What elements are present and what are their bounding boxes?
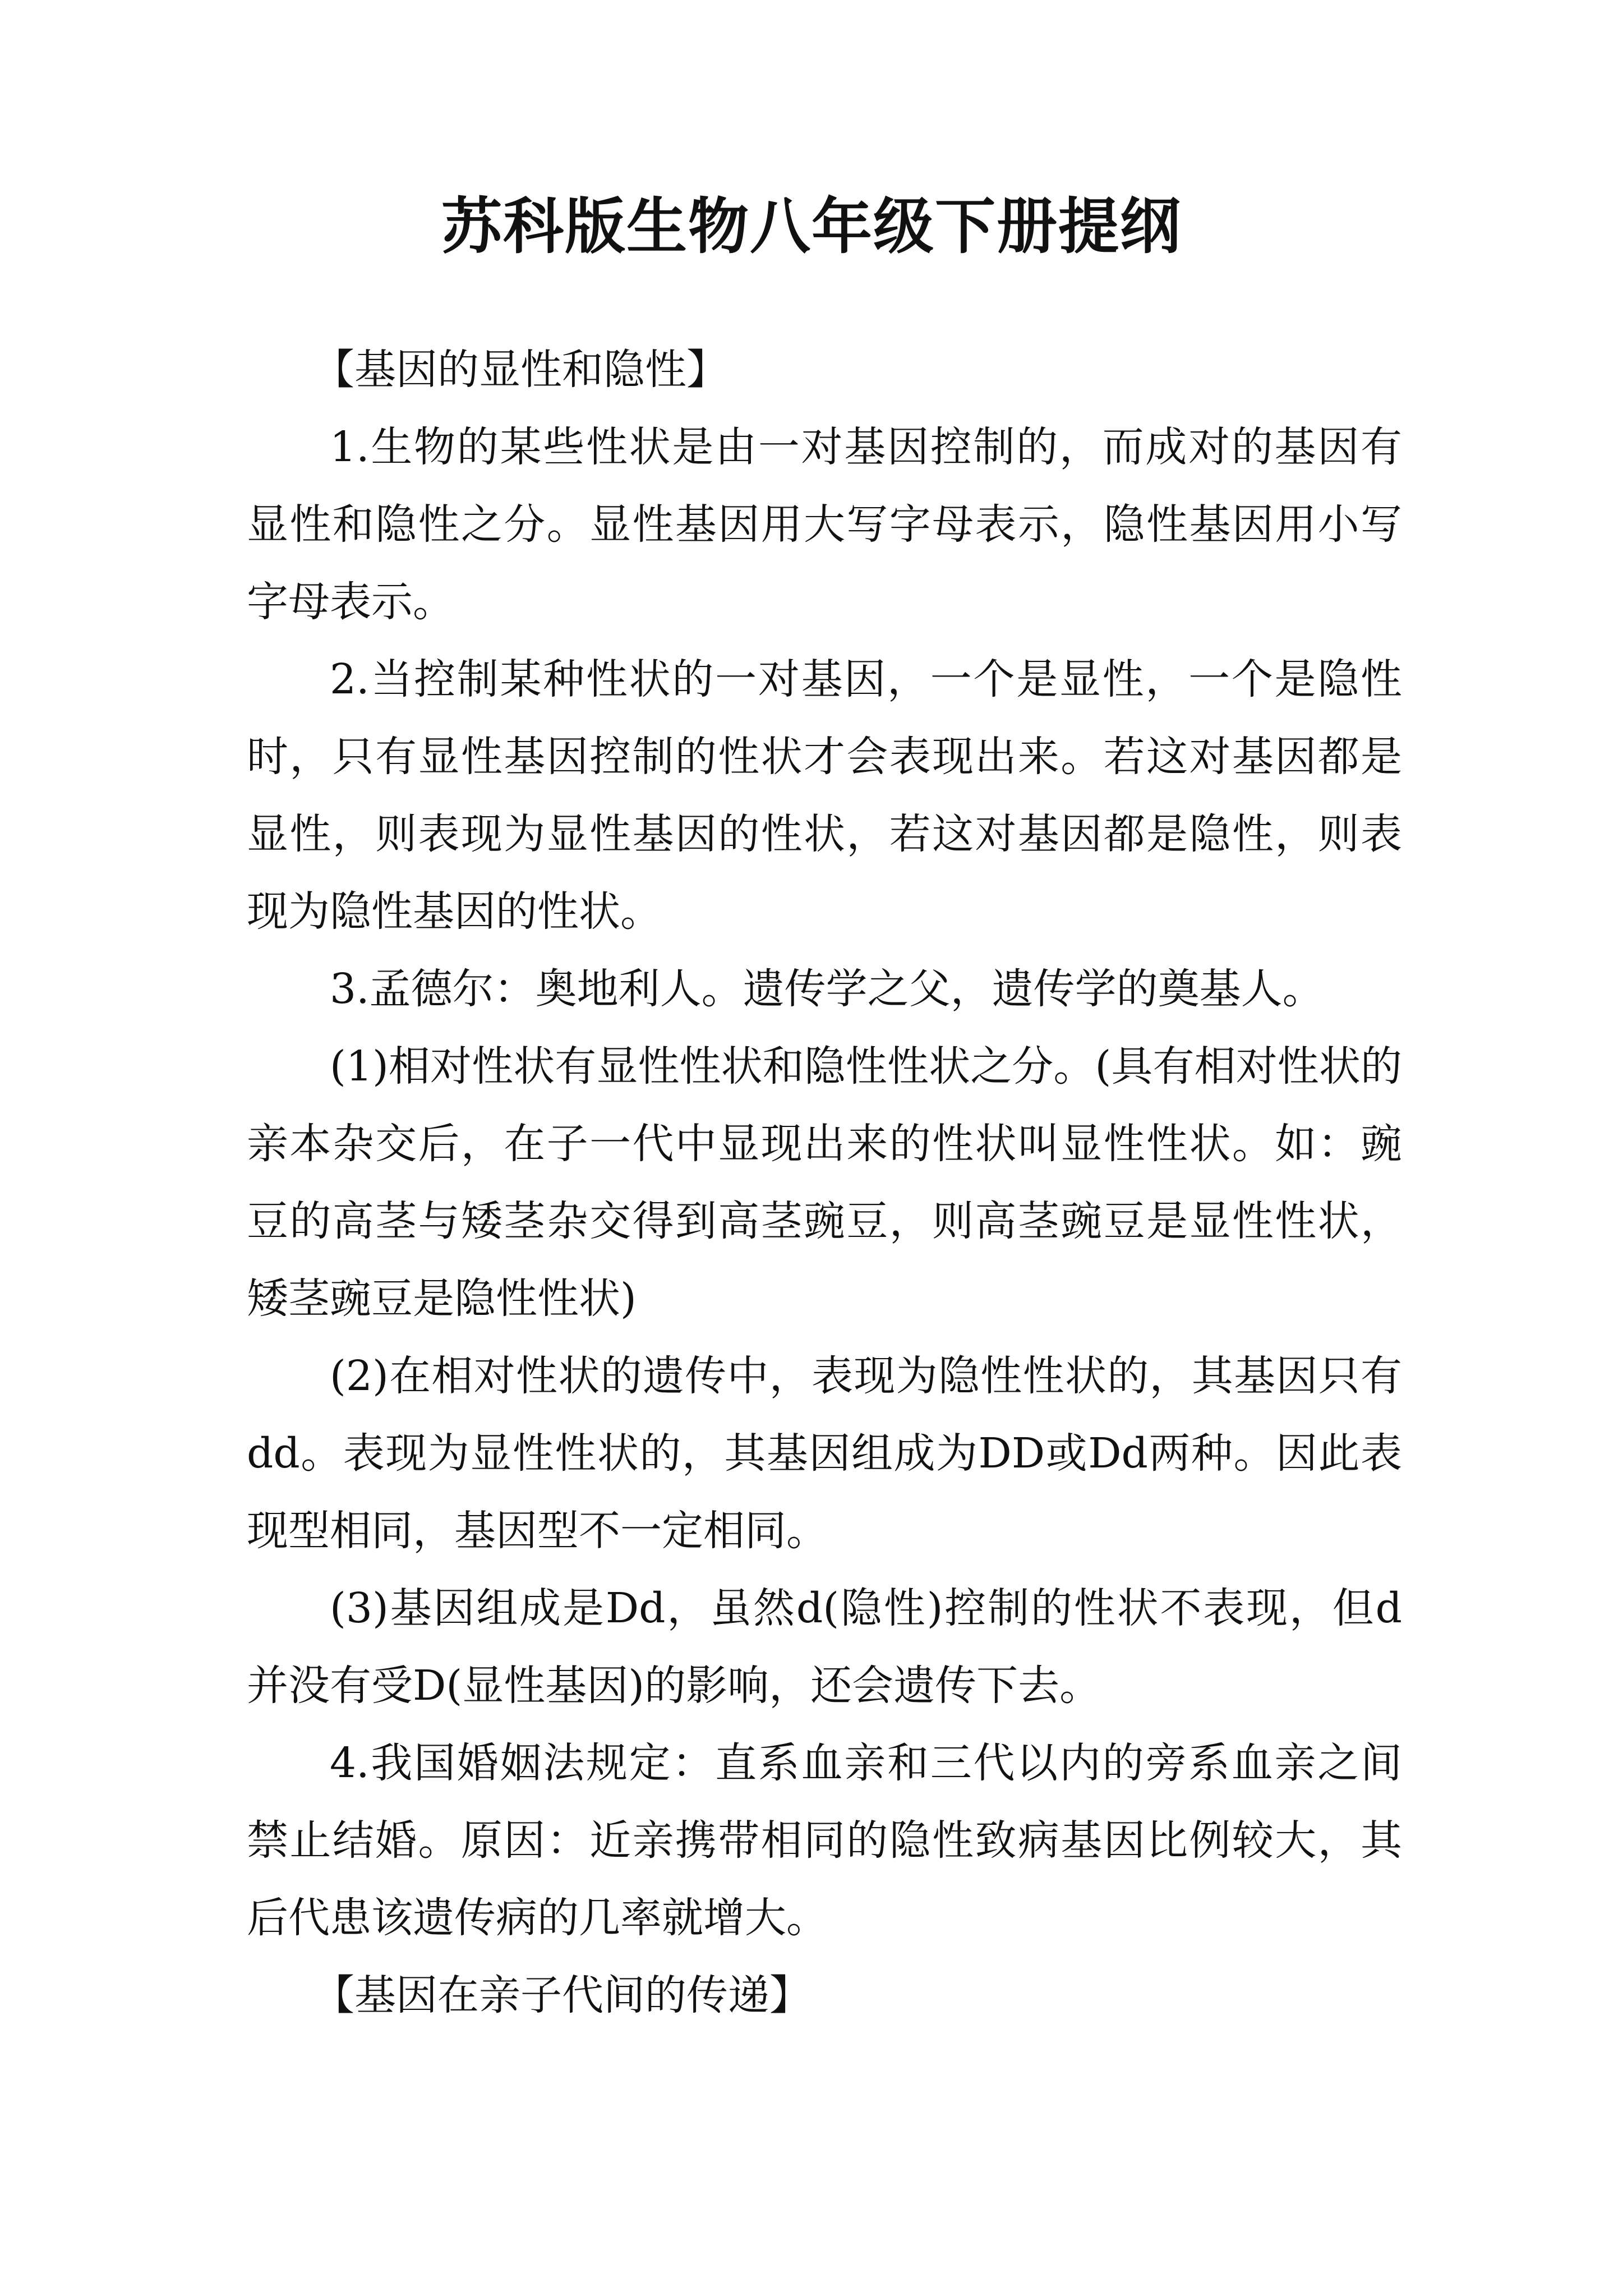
paragraph-3: 3.孟德尔：奥地利人。遗传学之父，遗传学的奠基人。 <box>330 965 1324 1013</box>
section-heading-dominant-recessive: 【基因的显性和隐性】 <box>313 346 728 394</box>
paragraph-3-1: (1)相对性状有显性性状和隐性性状之分。(具有相对性状的亲本杂交后，在子一代中显现出来的性状叫显性性状。如：豌豆的高茎与矮茎杂交得到高茎豌豆，则高茎豌豆是显性性状，矮茎豌豆是隐性性状) <box>247 1042 1402 1323</box>
paragraph-2: 2.当控制某种性状的一对基因，一个是显性，一个是隐性时，只有显性基因控制的性状才会表现出来。若这对基因都是显性，则表现为显性基因的性状，若这对基因都是隐性，则表现为隐性基因的性状。 <box>247 655 1402 936</box>
paragraph-3-2: (2)在相对性状的遗传中，表现为隐性性状的，其基因只有dd。表现为显性性状的，其基因组成为DD或Dd两种。因此表现型相同，基因型不一定相同。 <box>247 1352 1402 1555</box>
paragraph-3-3: (3)基因组成是Dd，虽然d(隐性)控制的性状不表现，但d并没有受D(显性基因)的影响，还会遗传下去。 <box>247 1584 1402 1710</box>
paragraph-4: 4.我国婚姻法规定：直系血亲和三代以内的旁系血亲之间禁止结婚。原因：近亲携带相同的隐性致病基因比例较大，其后代患该遗传病的几率就增大。 <box>247 1739 1402 1942</box>
document-title: 苏科版生物八年级下册提纲 <box>441 192 1182 262</box>
paragraph-1: 1.生物的某些性状是由一对基因控制的，而成对的基因有显性和隐性之分。显性基因用大写字母表示，隐性基因用小写字母表示。 <box>247 423 1402 626</box>
section-heading-gene-transmission: 【基因在亲子代间的传递】 <box>313 1971 811 2019</box>
document-body <box>247 331 1402 2034</box>
